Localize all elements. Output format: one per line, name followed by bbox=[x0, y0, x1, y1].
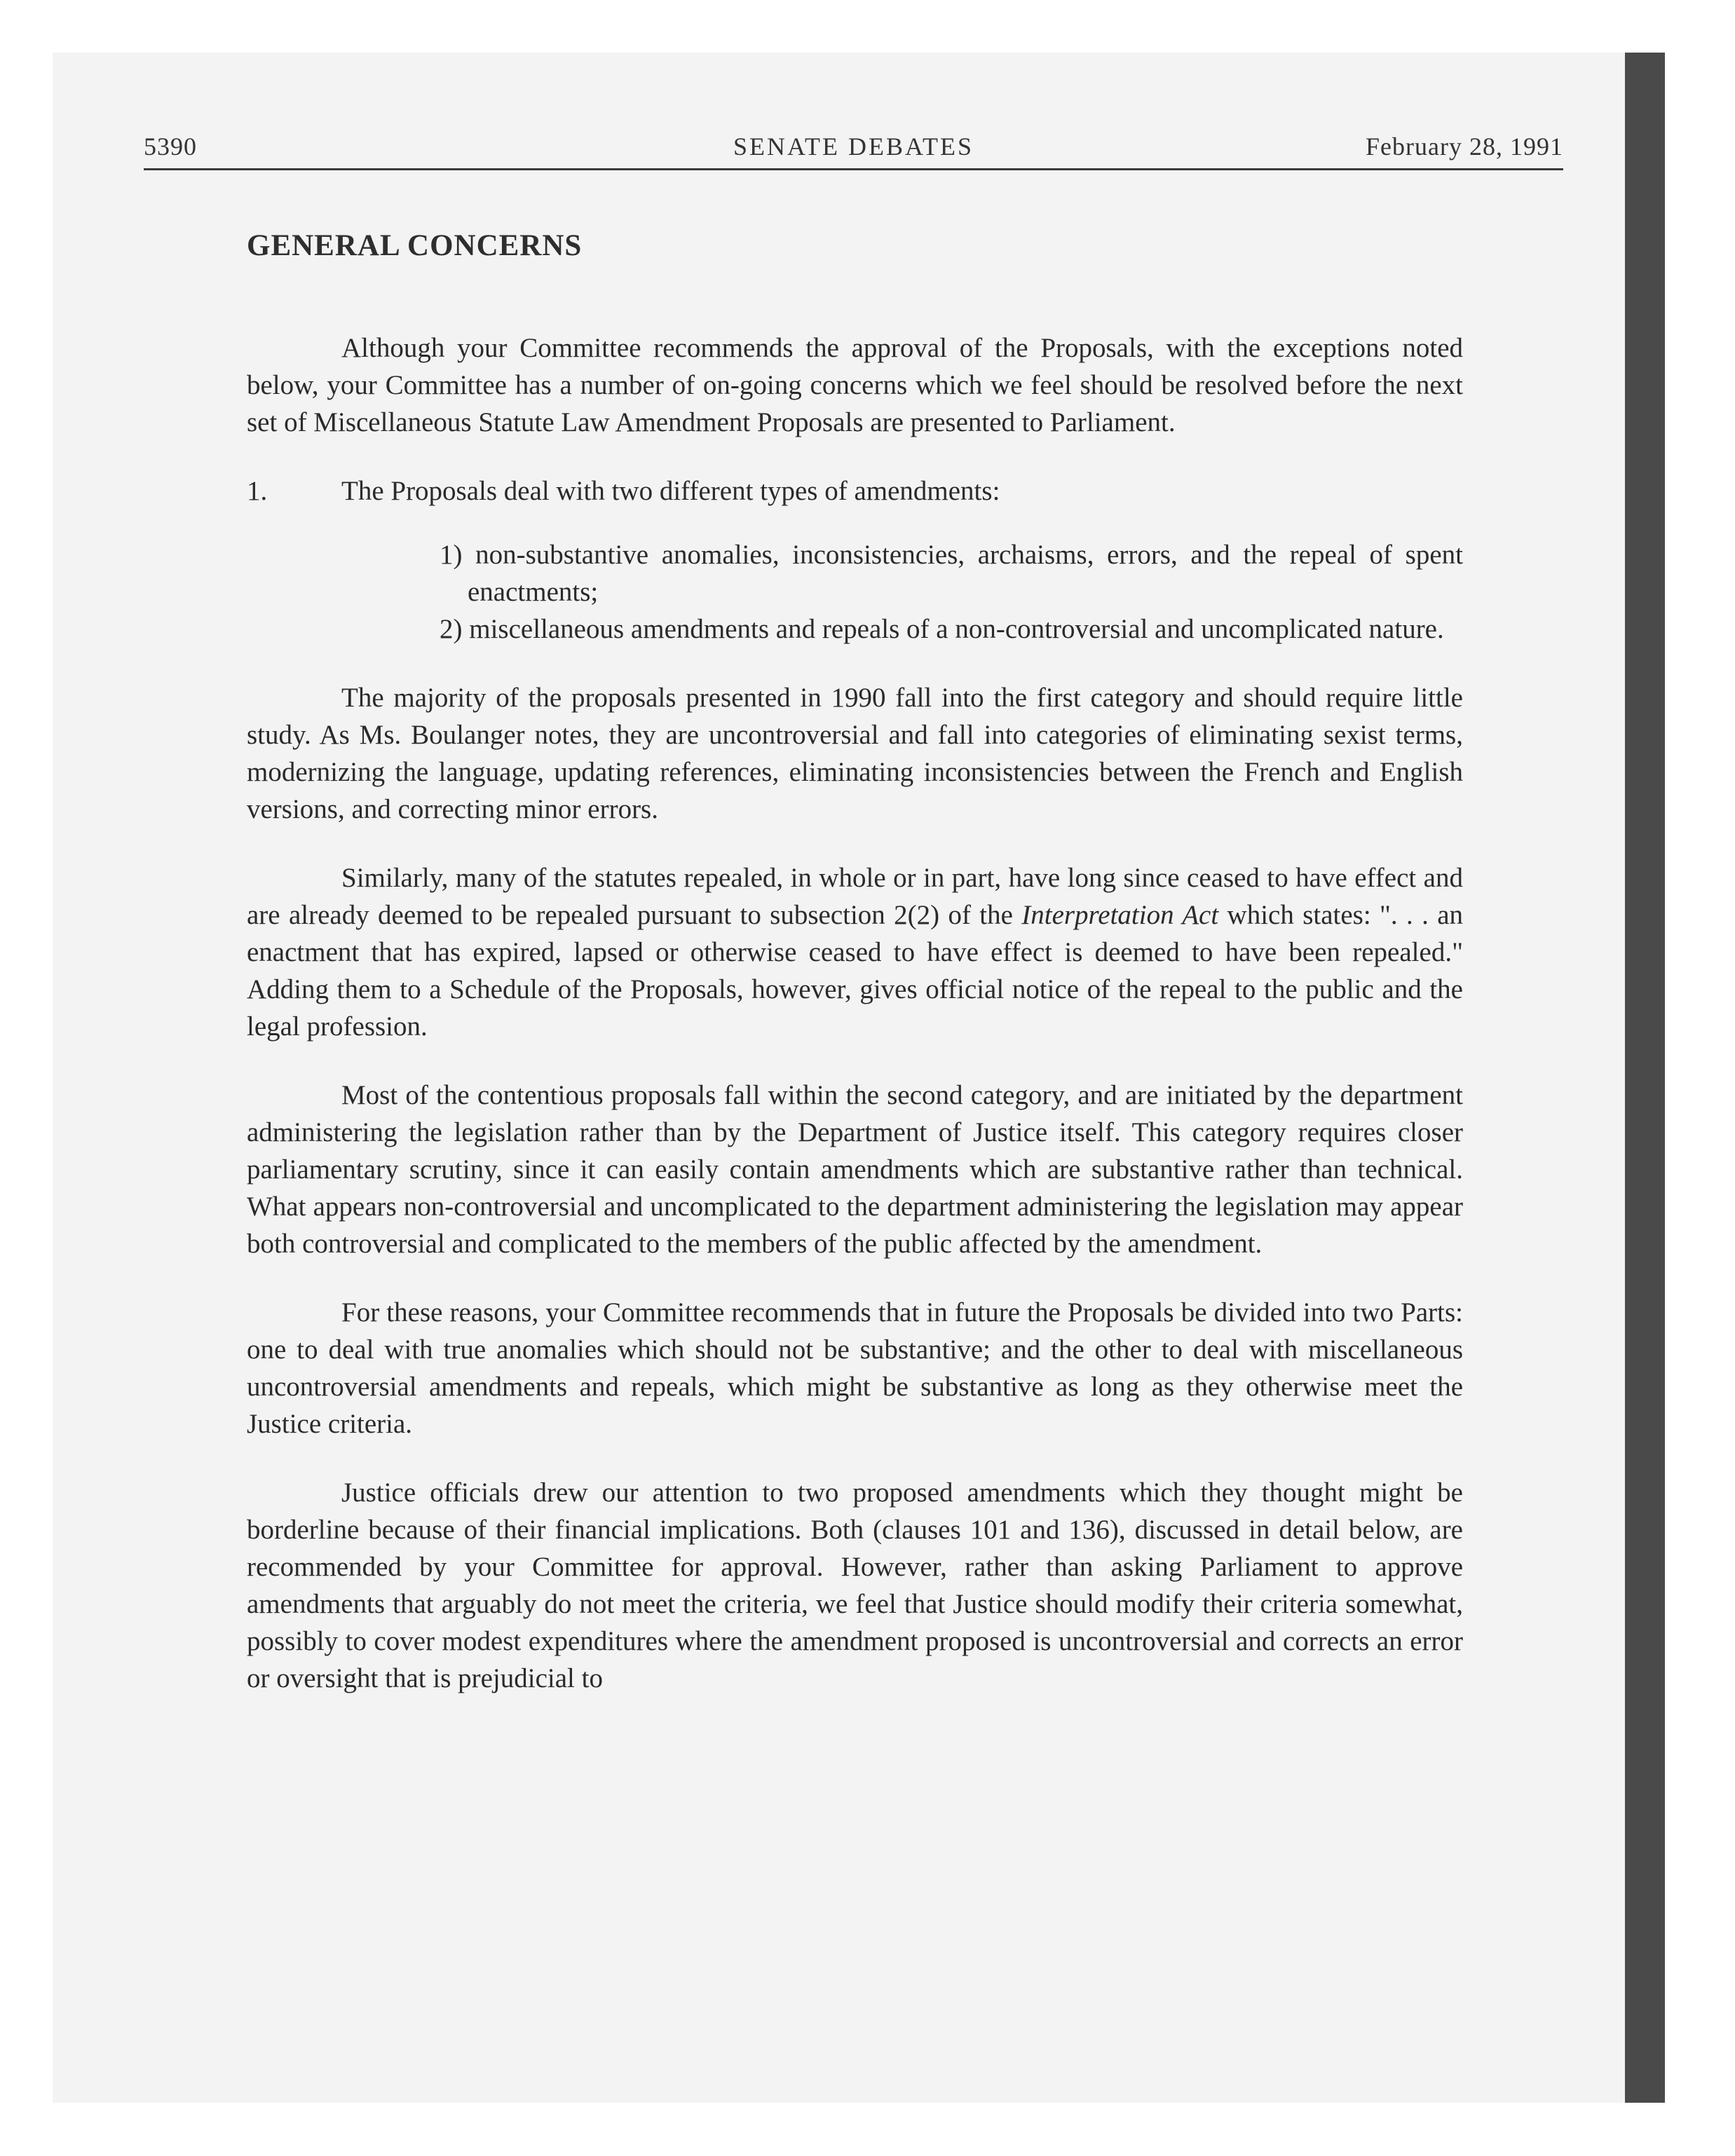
page-number: 5390 bbox=[144, 132, 197, 161]
list-item: 1) non-substantive anomalies, inconsistencies, archaisms, errors, and the repeal of spent enactments; bbox=[440, 540, 1463, 607]
publication-date: February 28, 1991 bbox=[1366, 132, 1563, 161]
item-text: The Proposals deal with two different types of amendments: bbox=[341, 476, 1000, 506]
paragraph-6: Justice officials drew our attention to two proposed amendments which they thought might be borderline because of their financial implications. Both (clauses 101 and 136), discussed in detail below, are recommended by your Committee for approval. However, rather than asking Parliament to approve amendments that arguably do not meet the criteria, we feel that Justice should modify their criteria somewhat, possibly to cover modest expenditures where the amendment proposed is uncontroversial and corrects an error or oversight that is prejudicial to bbox=[247, 1478, 1463, 1693]
running-header bbox=[144, 132, 1563, 170]
body-text bbox=[247, 329, 1463, 1697]
item-number: 1. bbox=[247, 476, 268, 506]
amendment-types-list bbox=[426, 536, 1463, 648]
paragraph-5: For these reasons, your Committee recommends that in future the Proposals be divided into two Parts: one to deal with true anomalies which should not be substantive; and the other to deal with miscellaneous uncontroversial amendments and repeals, which might be substantive as long as they otherwise meet the Justice criteria. bbox=[247, 1297, 1463, 1439]
numbered-item-1 bbox=[247, 472, 1463, 510]
paragraph-1: Although your Committee recommends the approval of the Proposals, with the exceptions noted below, your Committee has a number of on-going concerns which we feel should be resolved before the next set of Miscellaneous Statute Law Amendment Proposals are presented to Parliament. bbox=[247, 333, 1463, 437]
paragraph-3 bbox=[247, 859, 1463, 1045]
paragraph-3-part-a: Similarly, many of the statutes repealed, in whole or in part, have long since ceased to have effect and are already deemed to be repealed pursuant to subsection 2(2) of the bbox=[247, 863, 1463, 930]
paragraph-2: The majority of the proposals presented in 1990 fall into the first category and should require little study. As Ms. Boulanger notes, they are uncontroversial and fall into categories of eliminating sexist terms, modernizing the language, updating references, eliminating inconsistencies between the French and English versions, and correcting minor errors. bbox=[247, 683, 1463, 824]
publication-title: SENATE DEBATES bbox=[733, 132, 974, 161]
list-item: 2) miscellaneous amendments and repeals of a non-controversial and uncomplicated nature. bbox=[440, 614, 1444, 644]
section-heading: GENERAL CONCERNS bbox=[247, 229, 583, 262]
act-title: Interpretation Act bbox=[1021, 900, 1219, 930]
paragraph-4: Most of the contentious proposals fall within the second category, and are initiated by the department administering the legislation rather than by the Department of Justice itself. This category requires closer parliamentary scrutiny, since it can easily contain amendments which are substantive rather than technical. What appears non-controversial and uncomplicated to the department administering the legislation may appear both controversial and complicated to the members of the public affected by the amendment. bbox=[247, 1080, 1463, 1259]
scan-edge-shadow bbox=[1625, 53, 1665, 2103]
paragraph-3-part-b: which states: ". . . an enactment that has expired, lapsed or otherwise ceased to have effect is deemed to have been repealed." Adding them to a Schedule of the Proposals, however, gives official notice of the repeal to the public and the legal profession. bbox=[247, 900, 1463, 1042]
